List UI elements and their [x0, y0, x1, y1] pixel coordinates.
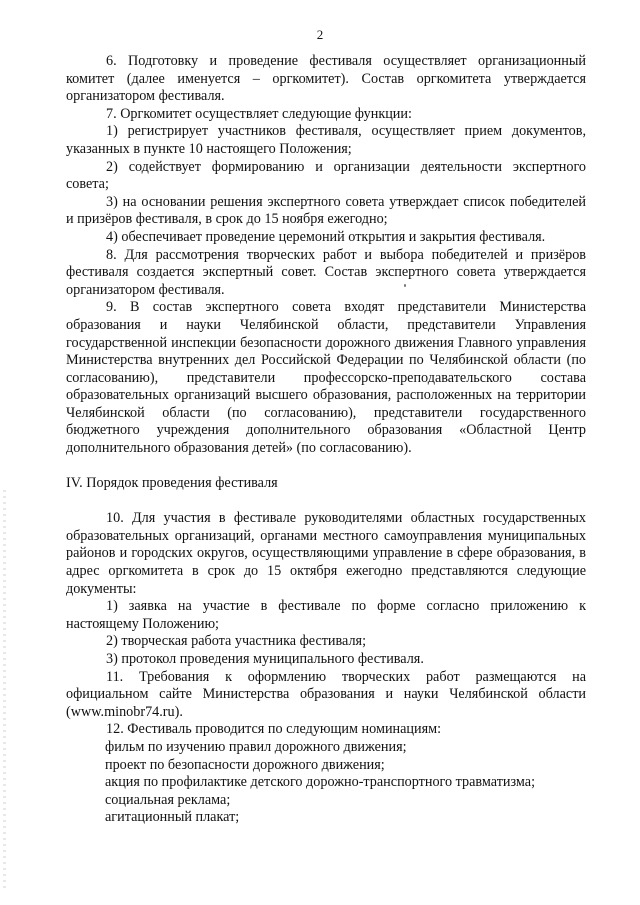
scan-margin-marks [3, 490, 6, 890]
paragraph-7: 7. Оргкомитет осуществляет следующие функции: [106, 105, 412, 122]
paragraph-11: 11. Требования к оформлению творческих работ размещаются на официальном сайте Министерства образования и науки Челябинской области (www.minobr74.ru). [66, 668, 586, 720]
paragraph-10-item-2: 2) творческая работа участника фестиваля; [106, 633, 367, 650]
paragraph-10: 10. Для участия в фестивале руководителями областных государственных образовательных организаций, органами местного самоуправления муниципальных районов и городских округов, осуществляющими управление в сфере образования, в адрес оргкомитета в срок до 15 октября ежегодно представляются следующие документы: [66, 510, 586, 597]
nomination-item: агитационный плакат; [105, 809, 240, 826]
nomination-item: фильм по изучению правил дорожного движения; [105, 738, 407, 755]
paragraph-10-item-3: 3) протокол проведения муниципального фестиваля. [106, 651, 424, 667]
paragraph-8: 8. Для рассмотрения творческих работ и выбора победителей и призёров фестиваля создается экспертный совет. Состав экспертного совета утверждается организатором фестиваля. [66, 246, 586, 298]
paragraph-10-item-1: 1) заявка на участие в фестивале по форме согласно приложению к настоящему Положению; [66, 598, 586, 632]
paragraph-7-item-1: 1) регистрирует участников фестиваля, осуществляет прием документов, указанных в пункте 10 настоящего Положения; [66, 123, 586, 157]
scan-speck [404, 284, 406, 287]
paragraph-9: 9. В состав экспертного совета входят представители Министерства образования и науки Челябинской области, представители Управления государственной инспекции безопасности дорожного движения Главного управления Министерства внутренних дел Российской Федерации по Челябинской области (по согласованию), представители профессорско-преподавательского состава образовательных организаций высшего образования, расположенных на территории Челябинской области (по согласованию), представители государственного бюджетного учреждения дополнительного образования «Областной Центр дополнительного образования детей» (по согласованию). [66, 299, 586, 457]
nomination-item: социальная реклама; [105, 791, 231, 808]
paragraph-7-item-2: 2) содействует формированию и организации деятельности экспертного совета; [66, 158, 586, 193]
paragraph-6: 6. Подготовку и проведение фестиваля осуществляет организационный комитет (далее именуется – оргкомитет). Состав оргкомитета утверждается организатором фестиваля. [66, 53, 586, 105]
section-heading: IV. Порядок проведения фестиваля [66, 474, 278, 491]
nomination-item: акция по профилактике детского дорожно-транспортного травматизма; [105, 774, 536, 791]
page-number: 2 [316, 27, 324, 42]
paragraph-7-item-4: 4) обеспечивает проведение церемоний открытия и закрытия фестиваля. [106, 228, 546, 245]
paragraph-7-item-3: 3) на основании решения экспертного совета утверждает список победителей и призёров фестиваля, в срок до 15 ноября ежегодно; [66, 193, 586, 228]
document-body [66, 53, 586, 827]
paragraph-12: 12. Фестиваль проводится по следующим номинациям: [106, 721, 442, 738]
nomination-item: проект по безопасности дорожного движения; [105, 756, 385, 773]
